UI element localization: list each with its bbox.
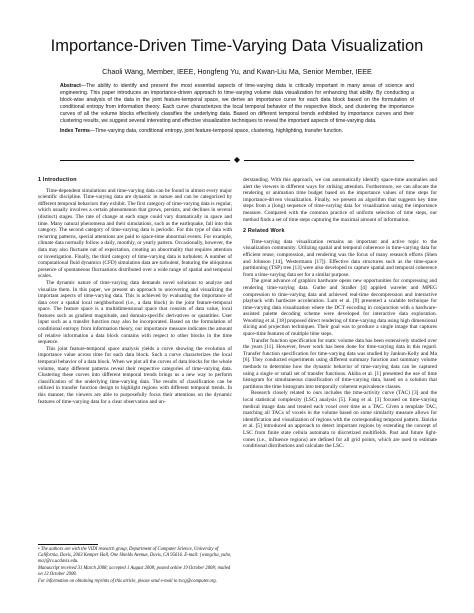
abstract-block xyxy=(60,83,414,138)
section-separator xyxy=(60,156,414,164)
intro-paragraph-1: Time-dependent simulations and time-varying data can be found in almost every major scientific discipline. Time-varying data are dynamic in nature and can be categorized by different temporal behaviors they exhibit. The first category of time-varying data is regular, which usually involves a certain phenomenon that grows, persists, and declines in several (distinct) stages. The rate of change at each stage could vary dramatically in space and time. Many natural phenomena and their simulations, such as the earthquake, fall into this category. The second category of time-varying data is periodic. For this type of data with recurring patterns, special attentions are paid to space-time abnormal events. For example, climate data normally follow a daily, monthly, or yearly pattern. Occasionally, however, the data may also fluctuate out of expectation, creating an abnormality that requires attention or investigation. Finally, the third category of time-varying data is turbulent. A number of computational fluid dynamics (CFD) simulation data are turbulent, featuring the ubiquitous presence of spontaneous fluctuations distributed over a wide range of spatial and temporal scales. xyxy=(38,187,232,280)
separator-line-left xyxy=(60,160,230,161)
related-work-paragraph-3: Transfer function specification for static volume data has been extensively studied over the years [11]. However, fewer work has been done for time-varying data in this regard. Transfer function specification for time-varying data was studied by Jankun-Kelly and Ma [6]. They conducted experiments using different summary function and summary volume methods to determine how the dynamic behavior of time-varying data can be captured using a single or small set of transfer functions. Akiba et al. [1] presented the use of time histogram for simultaneous classification of time-varying data, based on a solution that partitions the time histogram into temporally coherent equivalence classes. xyxy=(243,337,437,390)
index-terms-lead: Index Terms xyxy=(60,127,90,134)
section-heading-introduction: 1 Introduction xyxy=(38,177,77,183)
related-work-paragraph-1: Time-varying data visualization remains an important and active topic to the visualization community. Utilizing spatial and temporal coherence in time-varying data for efficient reuse, compression, and rendering was the focus of many research efforts (Shen and Johnson [14], Westermann [17]). Effective data structures such as the time-space partitioning (TSP) tree [13] were also developed to capture spatial and temporal coherence from a time-varying data set for a similar purpose. xyxy=(243,238,437,278)
footnotes xyxy=(38,547,232,585)
index-terms-text: —Time-varying data, conditional entropy, joint feature-temporal space, clustering, highlighting, transfer function. xyxy=(89,127,344,134)
abstract-text: —The ability to identify and present the most essential aspects of time-varying data is critically important in many areas of science and engineering. This paper introduces an importance-driven approach to time-varying volume data visualization for enhancing that ability. By conducting a block-wise analysis of the data in the joint feature-temporal space, we derive an importance curve for each data block based on the formulation of conditional entropy from information theory. Each curve characterizes the local temporal behavior of the respective block, and clustering the importance curves of all the volume blocks effectively classifies the underlying data. Based on different temporal trends exhibited by importance curves and their clustering results, we suggest several interesting and effective visualization techniques to reveal the important aspects of time-varying data. xyxy=(60,83,414,124)
paper-title: Importance-Driven Time-Varying Data Visualization xyxy=(50,37,424,55)
intro-paragraph-continued: derstanding. With this approach, we can automatically identify space-time anomalies and alert the viewers in different ways for striking attention. Furthermore, we can allocate the rendering or animation time budget based on the importance values of time steps for importance-driven visualization. Finally, we present an algorithm that suggests key time steps from a (long) sequence of time-varying data for visualization using the importance measure. Compared with the common practice of uniform selection of time steps, our method finds a set of time steps capturing the maximal amount of information. xyxy=(243,177,437,223)
footnote-reprints: For information on obtaining reprints of this article, please send e-mail to:tvcg@computer.org. xyxy=(38,578,217,584)
separator-line-right xyxy=(244,160,414,161)
intro-paragraph-3: This joint feature-temporal space analysis yields a curve showing the evolution of importance value across time for each data block. Such a curve characterizes the local temporal behavior of a data block. When we plot all the curves of data blocks for the whole volume, many different patterns reveal their respective categories of time-varying data. Clustering these curves into different temporal trends brings us a new way to perform classification of the underlying time-varying data. The results of classification can be utilized in transfer function design to highlight regions with different temporal trends. In this manner, the viewers are able to purposefully focus their attentions on the dynamic features of time-varying data for a clear observation and un- xyxy=(38,345,232,405)
footnote-rule xyxy=(38,544,98,545)
related-work-paragraph-4: Research closely related to ours includes the time-activity curve (TAC) [3] and the local statistical complexity (LSC) analysis [5]. Fang et al. [3] focused on time-varying medical image data and treated each voxel over time as a TAC. Given a template TAC, matching all TACs of voxels in the volume based on some similarity measure allows for identification and visualization of regions with the corresponding temporal pattern. Jänicke et al. [5] introduced an approach to detect important regions by extending the concept of LSC from finite state cellula automata to discretized multifields. Past and future light-cones (i.e., influence regions) are defined for all grid points, which are used to estimate conditional distributions and calculate the LSC. xyxy=(243,390,437,450)
footnote-authors-text: The authors are with the VIDI research group, Department of Computer Science, University of California, Davis, 2063 Kemper Hall, One Shields Avenue, Davis, CA 95616. E-mail: {wangcha, yuho, ma}@cs.ucdavis.edu. xyxy=(38,547,232,564)
separator-diamond-icon: ◆ xyxy=(233,155,241,164)
section-heading-related-work: 2 Related Work xyxy=(243,228,285,235)
footnote-manuscript: Manuscript received 31 March 2008; accepted 1 August 2008; posted online 19 October 2008; mailed on 13 October 2008. xyxy=(38,565,231,577)
abstract-paragraph xyxy=(60,83,414,125)
right-column xyxy=(243,177,437,450)
index-terms-paragraph xyxy=(60,128,414,135)
related-work-paragraph-2: The great advance of graphics hardware opens new opportunities for compressing and rendering time-varying data. Guthe and Straßer [4] applied wavelet and MPEG compression to time-varying data and achieved real-time decompression and interactive playback with hardware acceleration. Lum et al. [9] presented a scalable technique for time-varying data visualization where the DCT encoding in conjunction with a hardware-assisted palette decoding scheme were developed for interactive data exploration. Woodring et al. [18] proposed direct rendering of time-varying data using high dimensional slicing and projection techniques. Their goal was to produce a single image that captures space-time features of multiple time steps. xyxy=(243,278,437,338)
author-line: Chaoli Wang, Member, IEEE, Hongfeng Yu, and Kwan-Liu Ma, Senior Member, IEEE xyxy=(102,67,372,76)
footnote-authors: • The authors are with the VIDI research group, Department of Computer Science, University of California, Davis, 2063 Kemper Hall, One Shields Avenue, Davis, CA 95616. E-mail: {wangcha, yuho, ma}@cs.ucdavis.edu. xyxy=(38,547,232,564)
intro-paragraph-2: The dynamic nature of time-varying data demands novel solutions to analyze and visualize them. In this paper, we present an approach to uncovering and visualizing the important aspects of time-varying data. This is achieved by evaluating the importance of data over a spatial local neighborhood (i.e., a data block) in the joint feature-temporal space. The feature space is a multidimensional space that consists of data value, local features such as gradient magnitude, and domain-specific derivatives or quantities. User input such as a transfer function may also be incorporated. Based on the formulation of conditional entropy from information theory, our importance measure indicates the amount of relative information a data block contains with respect to other blocks in the time sequence. xyxy=(38,279,232,346)
left-column xyxy=(38,177,232,405)
abstract-lead: Abstract xyxy=(60,83,81,89)
